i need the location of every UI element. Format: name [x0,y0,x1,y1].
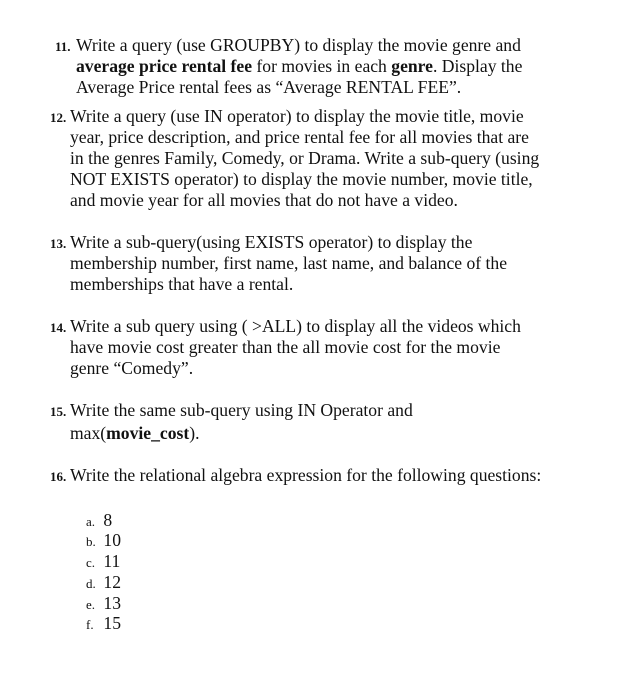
question-text-line: genre “Comedy”. [70,358,194,378]
list-value: 13 [103,593,121,613]
question-text-line [70,423,199,444]
text-fragment: max( [70,423,107,443]
question-text-line: year, price description, and price rental fee for all movies that are [70,127,529,147]
list-item [86,613,121,635]
list-value: 15 [103,613,121,633]
question-number: 14. [50,320,67,335]
list-letter: d. [86,576,96,591]
question-text-line: and movie year for all movies that do not have a video. [70,190,458,210]
bold-phrase: average price rental fee [76,56,253,76]
question-text-line: Write a query (use GROUPBY) to display the movie genre and [76,35,521,55]
question-text-line: Write a sub-query(using EXISTS operator) to display the [70,232,473,252]
question-number: 12. [50,110,67,125]
question-number: 13. [50,236,67,251]
question-text-line: Write the same sub-query using IN Operator and [70,400,413,420]
list-item [86,510,112,532]
list-item [86,593,121,615]
list-item [86,551,120,573]
list-letter: e. [86,597,96,612]
list-item [86,572,121,594]
question-text-line: have movie cost greater than the all movie cost for the movie [70,337,501,357]
question-number: 15. [50,404,67,419]
list-letter: c. [86,555,96,570]
question-text-line: Write a query (use IN operator) to display the movie title, movie [70,106,524,126]
question-text-line: in the genres Family, Comedy, or Drama. Write a sub-query (using [70,148,540,168]
text-fragment: ). [189,423,200,443]
bold-phrase: genre [391,56,433,76]
question-text-line: Average Price rental fees as “Average RENTAL FEE”. [76,77,462,97]
question-number: 16. [50,469,67,484]
question-text-line: membership number, first name, last name, and balance of the [70,253,508,273]
list-value: 11 [103,551,121,571]
list-value: 10 [103,530,121,550]
question-text-line: memberships that have a rental. [70,274,294,294]
question-text-line: NOT EXISTS operator) to display the movie number, movie title, [70,169,533,189]
text-fragment: . Display the [432,56,523,76]
list-value: 12 [103,572,121,592]
list-letter: a. [86,514,96,529]
question-text-line: Write the relational algebra expression for the following questions: [70,465,542,485]
list-value: 8 [103,510,113,530]
question-text-line [76,56,522,77]
question-text-line: Write a sub query using ( >ALL) to display all the videos which [70,316,521,336]
bold-phrase: movie_cost [106,423,190,443]
text-fragment: for movies in each [252,56,392,76]
list-letter: f. [86,617,94,632]
question-number: 11. [55,39,71,54]
list-item [86,530,121,552]
list-letter: b. [86,534,96,549]
